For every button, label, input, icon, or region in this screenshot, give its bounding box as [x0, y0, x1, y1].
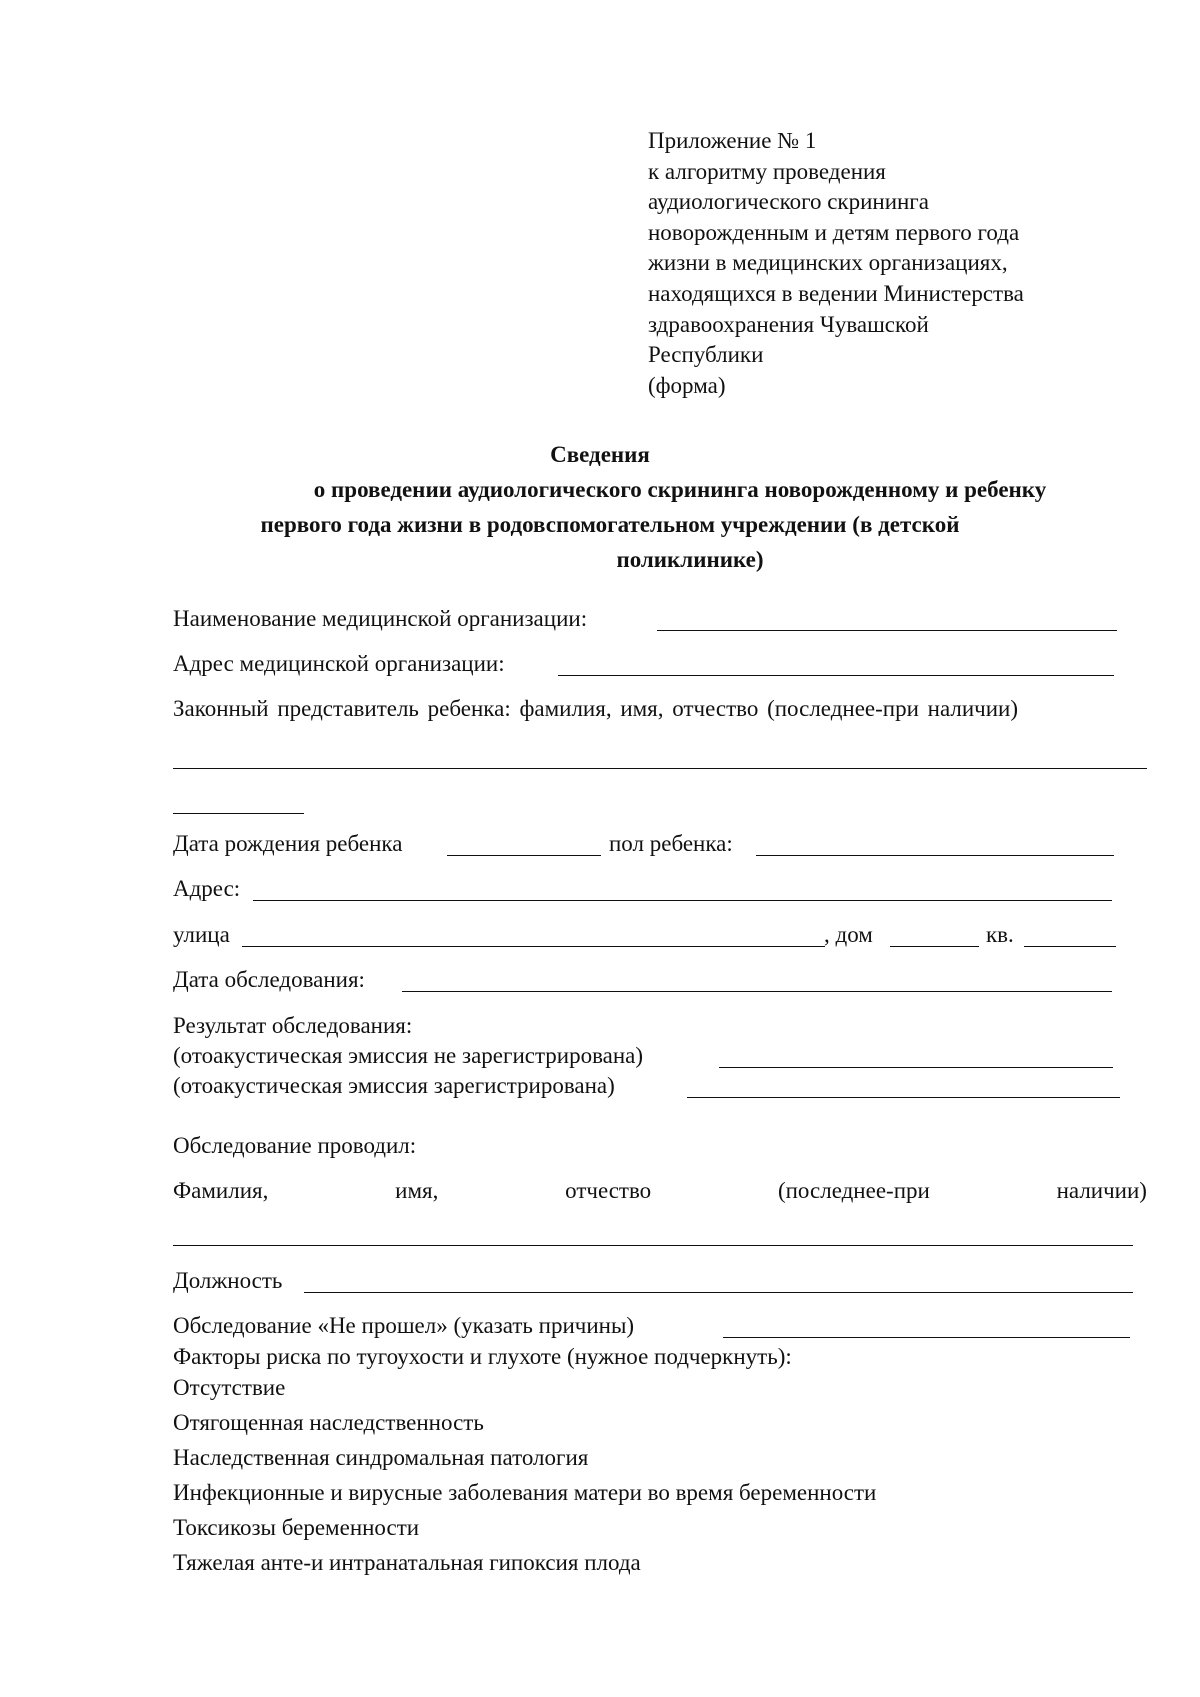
document-title: Сведения: [550, 442, 650, 467]
risk-factor-item[interactable]: Отягощенная наследственность: [173, 1410, 484, 1435]
position-label: Должность: [173, 1268, 283, 1293]
risk-factor-item[interactable]: Тяжелая анте-и интранатальная гипоксия плода: [173, 1550, 641, 1575]
house-label: , дом: [824, 922, 873, 947]
examiner-fio-word: (последнее-при: [777, 1178, 930, 1203]
position-field[interactable]: [304, 1292, 1133, 1293]
appendix-line: здравоохранения Чувашской: [648, 311, 929, 337]
examiner-fio-word: отчество: [565, 1178, 652, 1203]
examiner-fio-word: Фамилия,: [173, 1178, 269, 1203]
risk-factor-item[interactable]: Токсикозы беременности: [173, 1515, 420, 1540]
house-field[interactable]: [890, 946, 979, 947]
appendix-line: жизни в медицинских организациях,: [648, 250, 1008, 276]
sex-field[interactable]: [756, 855, 1114, 856]
appendix-header: [648, 126, 1024, 401]
guardian-name-field-cont[interactable]: [173, 813, 304, 814]
apt-label: кв.: [986, 922, 1014, 947]
birth-date-field[interactable]: [447, 855, 601, 856]
failed-reason-field[interactable]: [723, 1337, 1130, 1338]
exam-date-label: Дата обследования:: [173, 967, 365, 992]
org-name-label: Наименование медицинской организации:: [173, 606, 588, 631]
address-label: Адрес:: [173, 876, 241, 901]
exam-date-field[interactable]: [402, 991, 1112, 992]
appendix-line: аудиологического скрининга: [648, 189, 929, 215]
risk-factor-item[interactable]: Инфекционные и вирусные заболевания матери во время беременности: [173, 1480, 877, 1505]
examiner-fio-label: [173, 1176, 1147, 1206]
street-field[interactable]: [242, 946, 825, 947]
birth-date-label: Дата рождения ребенка: [173, 831, 403, 856]
sex-label: пол ребенка:: [609, 831, 733, 856]
appendix-line: Республики: [648, 342, 764, 368]
document-subtitle-line: о проведении аудиологического скрининга новорожденному и ребенку: [313, 477, 1047, 502]
guardian-name-field[interactable]: [173, 768, 1147, 769]
appendix-line: (форма): [648, 372, 726, 398]
org-address-field[interactable]: [558, 675, 1114, 676]
appendix-line: к алгоритму проведения: [648, 158, 886, 184]
result-not-registered-field[interactable]: [719, 1067, 1113, 1068]
org-address-label: Адрес медицинской организации:: [173, 651, 505, 676]
document-subtitle-line: поликлинике): [616, 547, 764, 572]
appendix-line: находящихся в ведении Министерства: [648, 280, 1024, 306]
org-name-field[interactable]: [657, 630, 1117, 631]
result-label: Результат обследования:: [173, 1013, 413, 1038]
result-registered-label: (отоакустическая эмиссия зарегистрирована): [173, 1073, 615, 1098]
failed-reason-label: Обследование «Не прошел» (указать причины): [173, 1313, 635, 1338]
examiner-fio-word: имя,: [395, 1178, 439, 1203]
street-label: улица: [173, 922, 230, 947]
examiner-fio-field[interactable]: [173, 1245, 1133, 1246]
examiner-label: Обследование проводил:: [173, 1133, 417, 1158]
result-not-registered-label: (отоакустическая эмиссия не зарегистрирована): [173, 1043, 644, 1068]
guardian-label: Законный представитель ребенка: фамилия, имя, отчество (последнее-при наличии): [173, 696, 1019, 721]
document-subtitle-line: первого года жизни в родовспомогательном учреждении (в детской: [260, 512, 960, 537]
apt-field[interactable]: [1024, 946, 1116, 947]
address-field[interactable]: [253, 900, 1112, 901]
result-registered-field[interactable]: [687, 1097, 1120, 1098]
risk-factor-item[interactable]: Отсутствие: [173, 1375, 286, 1400]
examiner-fio-word: наличии): [1056, 1178, 1147, 1203]
risk-factors-label: Факторы риска по тугоухости и глухоте (нужное подчеркнуть):: [173, 1344, 792, 1369]
appendix-line: Приложение № 1: [648, 128, 817, 153]
appendix-line: новорожденным и детям первого года: [648, 219, 1020, 245]
risk-factor-item[interactable]: Наследственная синдромальная патология: [173, 1445, 589, 1470]
